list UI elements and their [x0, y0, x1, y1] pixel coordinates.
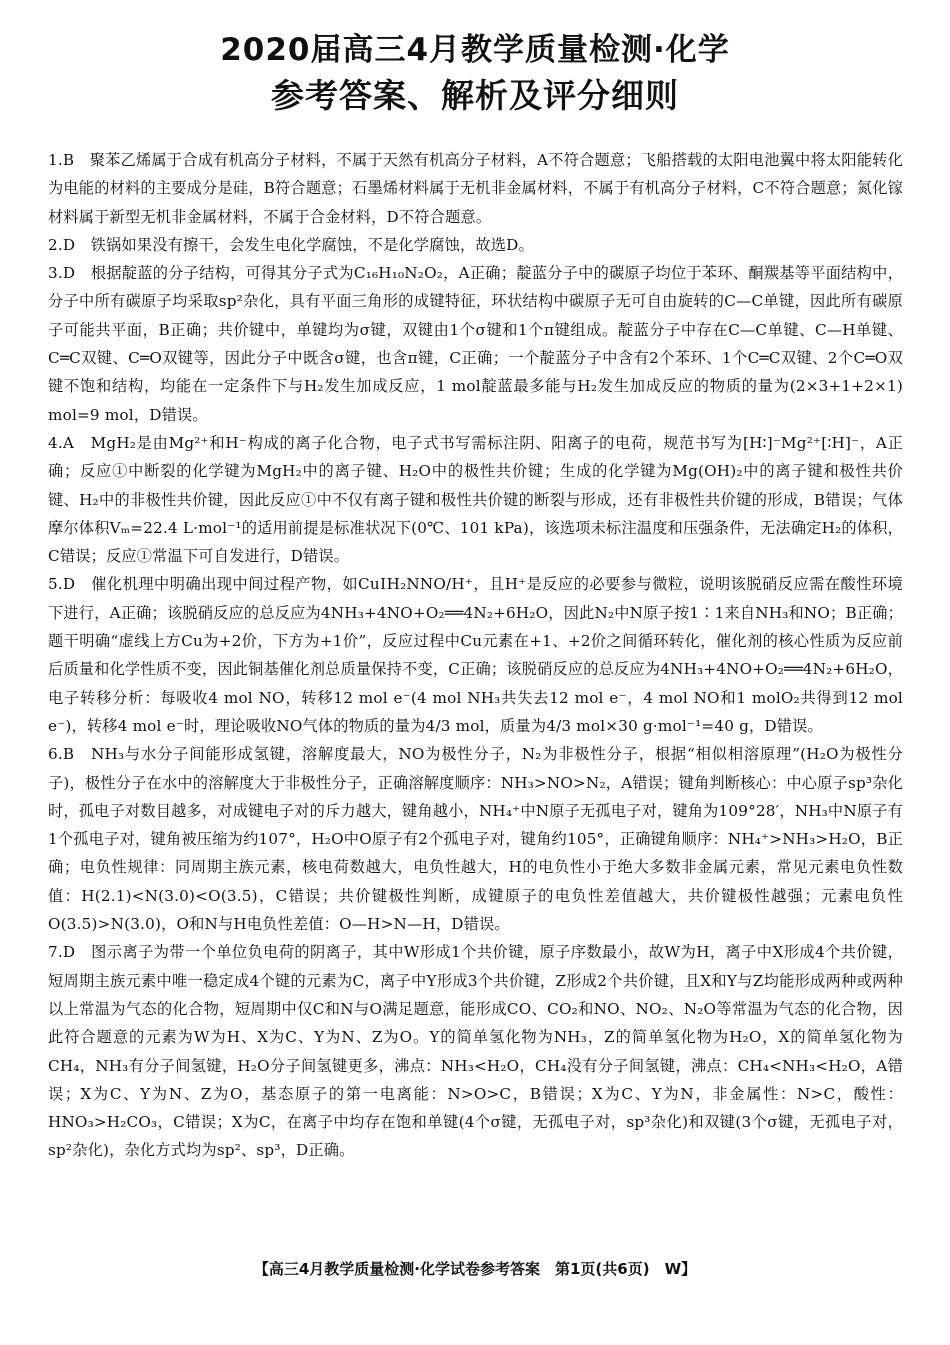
answer-explanation: NH₃与水分子间能形成氢键，溶解度最大，NO为极性分子，N₂为非极性分子，根据“相似相溶原理”(H₂O为极性分子)，极性分子在水中的溶解度大于非极性分子，正确溶解度顺序：NH₃>NO>N₂，A错误；键角判断核心：中心原子sp³杂化时，孤电子对数目越多，对成键电子对的斥力越大，键角越小，NH₄⁺中N原子无孤电子对，键角为109°28′，NH₃中N原子有1个孤电子对，键角被压缩为约107°，H₂O中O原子有2个孤电子对，键角约105°，正确键角顺序：NH₄⁺>NH₃>H₂O，B正确；电负性规律：同周期主族元素，核电荷数越大，电负性越大，H的电负性小于绝大多数非金属元素，常见元素电负性数值：H(2.1)<N(3.0)<O(3.5)，C错误；共价键极性判断，成键原子的电负性差值越大，共价键极性越强；元素电负性O(3.5)>N(3.0)，O和N与H电负性差值：O—H>N—H，D错误。 [48, 745, 904, 934]
answer-explanation: 根据靛蓝的分子结构，可得其分子式为C₁₆H₁₀N₂O₂，A正确；靛蓝分子中的碳原子均位于苯环、酮羰基等平面结构中，分子中所有碳原子均采取sp²杂化，具有平面三角形的成键特征，环状结构中碳原子无可自由旋转的C—C单键，因此所有碳原子可能共平面，B正确；共价键中，单键均为σ键，双键由1个σ键和1个π键组成。靛蓝分子中存在C—C单键、C—H单键、C═C双键、C═O双键等，因此分子中既含σ键，也含π键，C正确；一个靛蓝分子中含有2个苯环、1个C═C双键、2个C═O双键不饱和结构，均能在一定条件下与H₂发生加成反应，1 mol靛蓝最多能与H₂发生加成反应的物质的量为(2×3+1+2×1) mol=9 mol，D错误。 [48, 264, 903, 424]
answer-list [48, 146, 903, 1165]
answer-item-6 [48, 740, 903, 938]
answer-number: 4. [48, 433, 63, 452]
answer-choice: D [62, 264, 76, 283]
answer-item-5 [48, 570, 903, 740]
answer-explanation: 催化机理中明确出现中间过程产物，如CuⅠH₂NNO/H⁺，且H⁺是反应的必要参与微粒，说明该脱硝反应需在酸性环境下进行，A正确；该脱硝反应的总反应为4NH₃+4NO+O₂══4N₂+6H₂O，因此N₂中N原子按1∶1来自NH₃和NO；B正确；题干明确“虚线上方Cu为+2价，下方为+1价”，反应过程中Cu元素在+1、+2价之间循环转化，催化剂的核心性质为反应前后质量和化学性质不变，因此铜基催化剂总质量保持不变，C正确；该脱硝反应的总反应为4NH₃+4NO+O₂══4N₂+6H₂O，电子转移分析：每吸收4 mol NO，转移12 mol e⁻(4 mol NH₃共失去12 mol e⁻，4 mol NO和1 molO₂共得到12 mol e⁻)，转移4 mol e⁻时，理论吸收NO气体的物质的量为4/3 mol，质量为4/3 mol×30 g·mol⁻¹=40 g，D错误。 [48, 575, 903, 735]
answer-choice: D [62, 575, 76, 594]
answer-number: 2. [48, 235, 63, 254]
answer-choice: B [62, 151, 75, 169]
answer-item-1 [48, 146, 903, 231]
exam-title: 2020届高三4月教学质量检测·化学 [220, 32, 730, 68]
answer-item-3 [48, 259, 903, 429]
answer-explanation: 聚苯乙烯属于合成有机高分子材料，不属于天然有机高分子材料，A不符合题意；飞船搭载的太阳电池翼中将太阳能转化为电能的材料的主要成分是硅，B符合题意；石墨烯材料属于无机非金属材料，不属于有机高分子材料，C不符合题意；氮化镓材料属于新型无机非金属材料，不属于合金材料，D不符合题意。 [48, 151, 903, 226]
answer-choice: D [62, 235, 76, 254]
document-title: 参考答案、解析及评分细则 [271, 76, 679, 115]
answer-choice: B [62, 745, 75, 764]
answer-explanation: 图示离子为带一个单位负电荷的阴离子，其中W形成1个共价键，原子序数最小，故W为H，离子中X形成4个共价键，短周期主族元素中唯一稳定成4个键的元素为C，离子中Y形成3个共价键，Z形成2个共价键，且X和Y与Z均能形成两种或两种以上常温为气态的化合物，短周期中仅C和N与O满足题意，能形成CO、CO₂和NO、NO₂、N₂O等常温为气态的化合物，因此符合题意的元素为W为H、X为C、Y为N、Z为O。Y的简单氢化物为NH₃，Z的简单氢化物为H₂O，X的简单氢化物为CH₄，NH₃有分子间氢键，H₂O分子间氢键更多，沸点：NH₃<H₂O，CH₄没有分子间氢键，沸点：CH₄<NH₃<H₂O，A错误；X为C、Y为N、Z为O，基态原子的第一电离能：N>O>C，B错误；X为C、Y为N，非金属性：N>C，酸性：HNO₃>H₂CO₃，C错误；X为C，在离子中均存在饱和单键(4个σ键，无孤电子对，sp³杂化)和双键(3个σ键，无孤电子对，sp²杂化)，杂化方式均为sp²、sp³，D正确。 [48, 943, 904, 1160]
answer-number: 6. [48, 745, 63, 764]
answer-item-7 [48, 938, 903, 1164]
page-footer: 【高三4月教学质量检测·化学试卷参考答案 第1页(共6页) W】 [253, 1260, 697, 1278]
answer-explanation: MgH₂是由Mg²⁺和H⁻构成的离子化合物，电子式书写需标注阴、阳离子的电荷，规范书写为[H∶]⁻Mg²⁺[∶H]⁻，A正确；反应①中断裂的化学键为MgH₂中的离子键、H₂O中的极性共价键；生成的化学键为Mg(OH)₂中的离子键和极性共价键、H₂中的非极性共价键，因此反应①中不仅有离子键和极性共价键的断裂与形成，还有非极性共价键的形成，B错误；气体摩尔体积Vₘ=22.4 L·mol⁻¹的适用前提是标准状况下(0℃、101 kPa)，该选项未标注温度和压强条件，无法确定H₂的体积，C错误；反应①常温下可自发进行，D错误。 [48, 433, 903, 566]
answer-number: 3. [48, 264, 63, 283]
answer-number: 5. [48, 575, 63, 594]
answer-explanation: 铁锅如果没有擦干，会发生电化学腐蚀，不是化学腐蚀，故选D。 [90, 235, 534, 254]
answer-item-2 [48, 231, 903, 259]
answer-choice: A [62, 433, 75, 452]
answer-choice: D [62, 943, 76, 962]
answer-number: 7. [48, 943, 63, 962]
answer-number: 1. [48, 151, 63, 169]
answer-item-4 [48, 429, 903, 570]
